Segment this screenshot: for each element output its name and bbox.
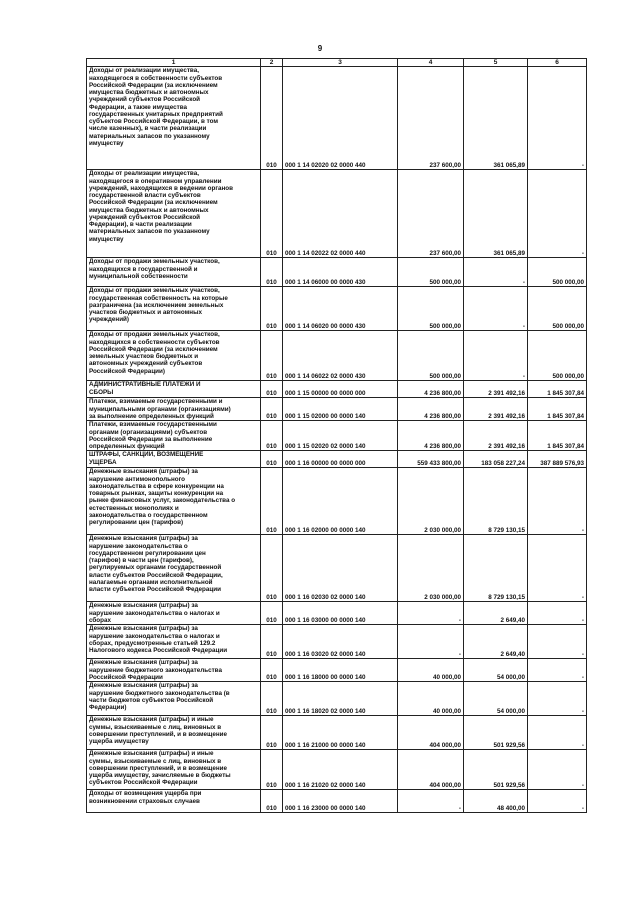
- column-header-5: 5: [464, 59, 528, 67]
- row-executed-amount: 48 400,00: [464, 790, 528, 813]
- row-planned-amount: 4 236 800,00: [398, 398, 464, 421]
- row-description: Платежи, взимаемые государственными органами (организациями) субъектов Российской Федерации за выполнение определенных функций: [87, 421, 261, 451]
- row-planned-amount: 404 000,00: [398, 750, 464, 790]
- row-budget-code: 000 1 15 02020 02 0000 140: [283, 421, 398, 451]
- table-row: [87, 421, 587, 451]
- row-planned-amount: 559 433 800,00: [398, 451, 464, 468]
- row-budget-code: 000 1 16 21000 00 0000 140: [283, 716, 398, 750]
- row-budget-code: 000 1 14 06000 00 0000 430: [283, 258, 398, 287]
- column-header-1: 1: [87, 59, 261, 67]
- row-remaining-amount: 1 845 307,84: [528, 421, 587, 451]
- table-row: [87, 381, 587, 398]
- row-description: Доходы от возмещения ущерба при возникновении страховых случаев: [87, 790, 261, 813]
- row-description: Денежные взыскания (штрафы) за нарушение бюджетного законодательства Российской Федерации: [87, 659, 261, 682]
- column-header-2: 2: [261, 59, 283, 67]
- table-row: [87, 790, 587, 813]
- row-planned-amount: 2 030 000,00: [398, 468, 464, 535]
- table-row: [87, 287, 587, 331]
- header-row: [87, 59, 587, 67]
- row-description: Денежные взыскания (штрафы) за нарушение законодательства о налогах и сборах, предусмотренные статьей 129.2 Налогового кодекса Российской Федерации: [87, 625, 261, 659]
- row-budget-code: 000 1 14 02020 02 0000 440: [283, 67, 398, 170]
- row-description: Доходы от продажи земельных участков, находящихся в собственности субъектов Российской Федерации (за исключением земельных участков бюджетных и автономных учреждений субъектов Российской Федерации): [87, 331, 261, 381]
- row-budget-code: 000 1 16 23000 00 0000 140: [283, 790, 398, 813]
- row-description: Денежные взыскания (штрафы) и иные суммы, взыскиваемые с лиц, виновных в совершении преступлений, и в возмещение ущерба имуществу, зачисляемые в бюджеты субъектов Российской Федерации: [87, 750, 261, 790]
- row-description: Доходы от реализации имущества, находящегося в оперативном управлении учреждений, находящихся в ведении органов государственной власти субъектов Российской Федерации (за исключением имущества бюджетных и автономных учреждений субъектов Российской Федерации), в части реализации материальных запасов по указанному имуществу: [87, 170, 261, 258]
- table-row: [87, 659, 587, 682]
- revenue-table: [86, 58, 587, 813]
- row-executed-amount: 2 391 492,16: [464, 421, 528, 451]
- row-remaining-amount: 1 845 307,84: [528, 398, 587, 421]
- row-description: АДМИНИСТРАТИВНЫЕ ПЛАТЕЖИ И СБОРЫ: [87, 381, 261, 398]
- table-row: [87, 716, 587, 750]
- row-line-code: 010: [261, 535, 283, 602]
- row-remaining-amount: -: [528, 468, 587, 535]
- row-executed-amount: 8 729 130,15: [464, 535, 528, 602]
- row-budget-code: 000 1 14 06022 02 0000 430: [283, 331, 398, 381]
- table-row: [87, 682, 587, 716]
- row-budget-code: 000 1 15 02000 00 0000 140: [283, 398, 398, 421]
- row-budget-code: 000 1 16 18000 00 0000 140: [283, 659, 398, 682]
- row-planned-amount: 4 236 800,00: [398, 381, 464, 398]
- row-executed-amount: -: [464, 258, 528, 287]
- row-planned-amount: 404 000,00: [398, 716, 464, 750]
- row-description: Платежи, взимаемые государственными и муниципальными органами (организациями) за выполнение определенных функций: [87, 398, 261, 421]
- row-executed-amount: 54 000,00: [464, 659, 528, 682]
- row-line-code: 010: [261, 381, 283, 398]
- table-row: [87, 535, 587, 602]
- row-description: Денежные взыскания (штрафы) за нарушение законодательства о налогах и сборах: [87, 602, 261, 625]
- row-budget-code: 000 1 16 21020 02 0000 140: [283, 750, 398, 790]
- row-line-code: 010: [261, 625, 283, 659]
- row-remaining-amount: -: [528, 535, 587, 602]
- page-number: 9: [317, 44, 323, 53]
- row-line-code: 010: [261, 659, 283, 682]
- row-description: Доходы от продажи земельных участков, государственная собственность на которые разграничена (за исключением земельных участков бюджетных и автономных учреждений): [87, 287, 261, 331]
- table-row: [87, 398, 587, 421]
- row-line-code: 010: [261, 451, 283, 468]
- table-row: [87, 468, 587, 535]
- row-remaining-amount: -: [528, 67, 587, 170]
- row-remaining-amount: 500 000,00: [528, 331, 587, 381]
- row-budget-code: 000 1 16 03000 00 0000 140: [283, 602, 398, 625]
- table-row: [87, 625, 587, 659]
- row-line-code: 010: [261, 602, 283, 625]
- row-planned-amount: 500 000,00: [398, 331, 464, 381]
- row-description: Денежные взыскания (штрафы) за нарушение законодательства о государственном регулировании цен (тарифов) в части цен (тарифов), регулируемых органами государственной власти субъектов Российской Федерации, налагаемые органами исполнительной власти субъектов Российской Федерации: [87, 535, 261, 602]
- row-budget-code: 000 1 16 00000 00 0000 000: [283, 451, 398, 468]
- row-remaining-amount: 500 000,00: [528, 258, 587, 287]
- row-line-code: 010: [261, 170, 283, 258]
- row-description: ШТРАФЫ, САНКЦИИ, ВОЗМЕЩЕНИЕ УЩЕРБА: [87, 451, 261, 468]
- row-executed-amount: 361 065,89: [464, 170, 528, 258]
- row-budget-code: 000 1 15 00000 00 0000 000: [283, 381, 398, 398]
- row-planned-amount: 40 000,00: [398, 682, 464, 716]
- row-line-code: 010: [261, 750, 283, 790]
- row-executed-amount: 2 649,40: [464, 625, 528, 659]
- row-remaining-amount: 387 889 576,93: [528, 451, 587, 468]
- column-header-6: 6: [528, 59, 587, 67]
- row-planned-amount: 4 236 800,00: [398, 421, 464, 451]
- row-description: Денежные взыскания (штрафы) и иные суммы, взыскиваемые с лиц, виновных в совершении преступлений, и в возмещение ущерба имуществу: [87, 716, 261, 750]
- row-planned-amount: -: [398, 602, 464, 625]
- row-line-code: 010: [261, 716, 283, 750]
- row-planned-amount: 237 600,00: [398, 67, 464, 170]
- row-budget-code: 000 1 16 03020 02 0000 140: [283, 625, 398, 659]
- row-executed-amount: 2 391 492,16: [464, 398, 528, 421]
- row-planned-amount: 2 030 000,00: [398, 535, 464, 602]
- row-executed-amount: 501 929,56: [464, 750, 528, 790]
- row-planned-amount: 500 000,00: [398, 258, 464, 287]
- row-line-code: 010: [261, 67, 283, 170]
- row-line-code: 010: [261, 421, 283, 451]
- row-executed-amount: 2 391 492,16: [464, 381, 528, 398]
- row-executed-amount: 361 065,89: [464, 67, 528, 170]
- row-executed-amount: -: [464, 331, 528, 381]
- column-header-3: 3: [283, 59, 398, 67]
- row-remaining-amount: -: [528, 716, 587, 750]
- row-executed-amount: 501 929,56: [464, 716, 528, 750]
- row-line-code: 010: [261, 468, 283, 535]
- row-description: Денежные взыскания (штрафы) за нарушение антимонопольного законодательства в сфере конкуренции на товарных рынках, защиты конкуренции на рынке финансовых услуг, законодательства о естественных монополиях и законодательства о государственном регулировании цен (тарифов): [87, 468, 261, 535]
- row-description: Доходы от реализации имущества, находящегося в собственности субъектов Российской Федерации (за исключением имущества бюджетных и автономных учреждений субъектов Российской Федерации, а также имущества государственных унитарных предприятий субъектов Российской Федерации, в том числе казенных), в части реализации материальных запасов по указанному имуществу: [87, 67, 261, 170]
- row-budget-code: 000 1 16 02030 02 0000 140: [283, 535, 398, 602]
- row-executed-amount: -: [464, 287, 528, 331]
- column-header-4: 4: [398, 59, 464, 67]
- table-row: [87, 750, 587, 790]
- row-remaining-amount: 500 000,00: [528, 287, 587, 331]
- row-remaining-amount: -: [528, 625, 587, 659]
- row-line-code: 010: [261, 331, 283, 381]
- row-line-code: 010: [261, 287, 283, 331]
- row-description: Денежные взыскания (штрафы) за нарушение бюджетного законодательства (в части бюджетов субъектов Российской Федерации): [87, 682, 261, 716]
- table-row: [87, 331, 587, 381]
- row-remaining-amount: -: [528, 602, 587, 625]
- row-executed-amount: 8 729 130,15: [464, 468, 528, 535]
- row-description: Доходы от продажи земельных участков, находящихся в государственной и муниципальной собственности: [87, 258, 261, 287]
- row-budget-code: 000 1 14 02022 02 0000 440: [283, 170, 398, 258]
- row-planned-amount: 40 000,00: [398, 659, 464, 682]
- row-executed-amount: 183 058 227,24: [464, 451, 528, 468]
- row-remaining-amount: -: [528, 750, 587, 790]
- row-budget-code: 000 1 14 06020 00 0000 430: [283, 287, 398, 331]
- row-budget-code: 000 1 16 02000 00 0000 140: [283, 468, 398, 535]
- row-planned-amount: 500 000,00: [398, 287, 464, 331]
- row-planned-amount: -: [398, 790, 464, 813]
- row-executed-amount: 2 649,40: [464, 602, 528, 625]
- row-line-code: 010: [261, 682, 283, 716]
- row-remaining-amount: -: [528, 790, 587, 813]
- row-line-code: 010: [261, 398, 283, 421]
- table-body: [87, 67, 587, 813]
- row-line-code: 010: [261, 790, 283, 813]
- row-remaining-amount: -: [528, 659, 587, 682]
- table-row: [87, 451, 587, 468]
- row-planned-amount: 237 600,00: [398, 170, 464, 258]
- table-row: [87, 602, 587, 625]
- table-row: [87, 170, 587, 258]
- table-row: [87, 258, 587, 287]
- row-budget-code: 000 1 16 18020 02 0000 140: [283, 682, 398, 716]
- table-row: [87, 67, 587, 170]
- row-planned-amount: -: [398, 625, 464, 659]
- row-executed-amount: 54 000,00: [464, 682, 528, 716]
- row-remaining-amount: -: [528, 682, 587, 716]
- row-line-code: 010: [261, 258, 283, 287]
- row-remaining-amount: -: [528, 170, 587, 258]
- row-remaining-amount: 1 845 307,84: [528, 381, 587, 398]
